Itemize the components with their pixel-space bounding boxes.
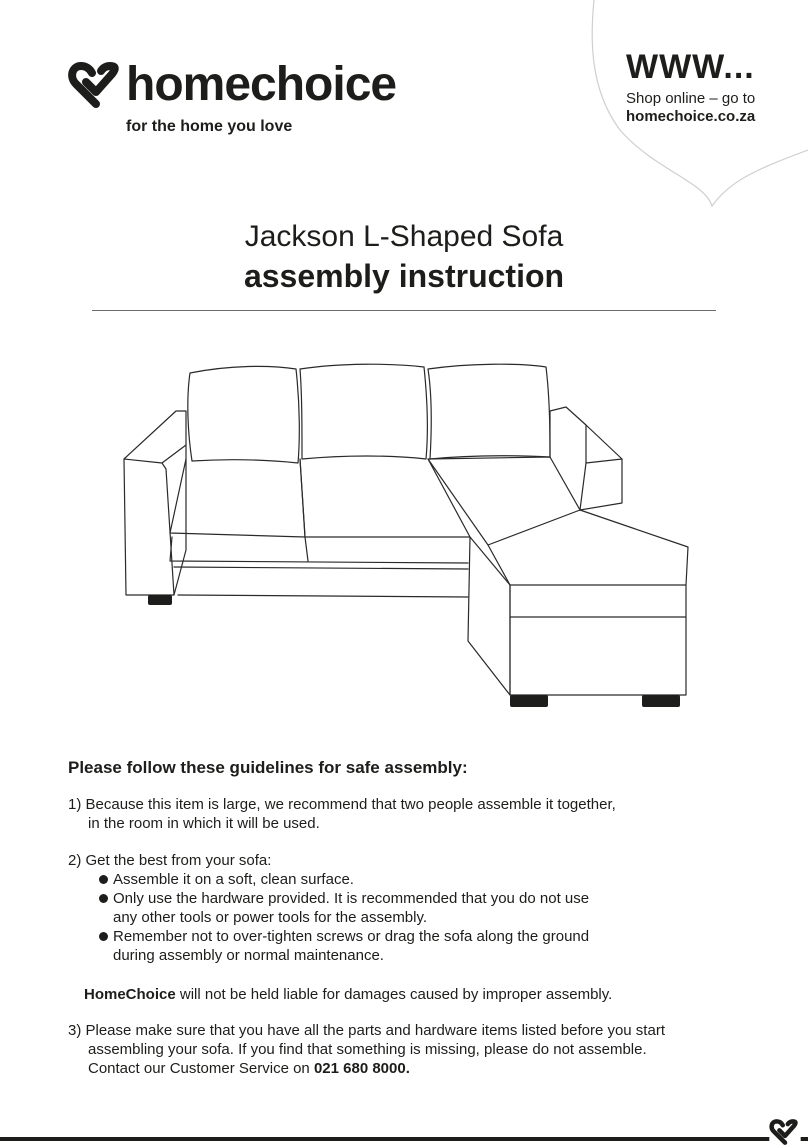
sofa-illustration [110, 345, 700, 715]
bullet-soft-surface: Assemble it on a soft, clean surface. [99, 870, 589, 889]
footer-rule [0, 1137, 808, 1141]
document-subtitle: assembly instruction [243, 258, 565, 294]
bullet-hardware: Only use the hardware provided. It is recommended that you do not use [99, 889, 589, 908]
guideline-1-line-1: 1) Because this item is large, we recommend that two people assemble it together, [68, 796, 616, 813]
guideline-item-1 [68, 795, 616, 833]
promo-line: Shop online – go to [626, 90, 756, 107]
guideline-3-line-2: assembling your sofa. If you find that something is missing, please do not assemble. [88, 1041, 647, 1058]
bullet-screws: Remember not to over-tighten screws or drag the sofa along the ground [99, 927, 589, 946]
promo-url-link[interactable]: homechoice.co.za [626, 108, 756, 125]
title-divider [92, 310, 716, 311]
guideline-item-3 [68, 1021, 665, 1078]
brand-logo[interactable] [68, 60, 396, 110]
guideline-2-intro: 2) Get the best from your sofa: [68, 852, 272, 869]
guideline-2-bullets [99, 870, 589, 965]
brand-tagline: for the home you love [126, 118, 293, 135]
bullet-screws-cont: during assembly or normal maintenance. [113, 947, 384, 964]
guideline-item-2 [68, 851, 271, 870]
liability-text: will not be held liable for damages caused by improper assembly. [175, 986, 613, 1003]
bullet-hardware-cont: any other tools or power tools for the assembly. [113, 909, 428, 926]
guideline-3-line-1: 3) Please make sure that you have all the parts and hardware items listed before you start [68, 1022, 665, 1039]
customer-service-phone[interactable]: 021 680 8000. [313, 1060, 410, 1077]
liability-note [84, 985, 612, 1004]
heart-check-icon [68, 60, 124, 110]
document-title: Jackson L-Shaped Sofa [244, 220, 564, 253]
guidelines-heading: Please follow these guidelines for safe assembly: [68, 758, 468, 777]
promo-headline: WWW... [626, 48, 755, 86]
liability-brand: HomeChoice [84, 986, 176, 1003]
brand-name: homechoice [126, 58, 397, 111]
guideline-3-line-3: Contact our Customer Service on [88, 1060, 314, 1077]
heart-check-icon-footer [768, 1118, 802, 1146]
guideline-1-line-2: in the room in which it will be used. [88, 815, 320, 832]
